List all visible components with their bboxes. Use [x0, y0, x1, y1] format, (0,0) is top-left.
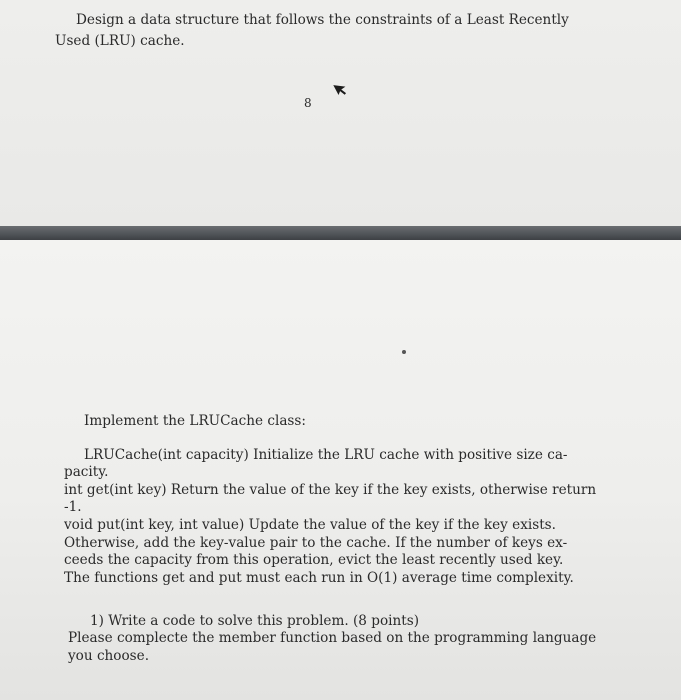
task-line-2: Please complecte the member function based on the programming language: [68, 630, 597, 646]
spec-line-3: int get(int key) Return the value of the key if the key exists, otherwise return: [64, 482, 597, 498]
mouse-pointer-icon: [333, 80, 349, 98]
spec-line-5: void put(int key, int value) Update the value of the key if the key exists.: [64, 517, 556, 533]
spec-line-4: -1.: [64, 499, 82, 515]
intro-line-2: Used (LRU) cache.: [55, 33, 185, 49]
spec-line-6: Otherwise, add the key-value pair to the cache. If the number of keys ex-: [64, 535, 568, 551]
speck-mark: [402, 350, 406, 354]
intro-line-1: Design a data structure that follows the constraints of a Least Recently: [76, 12, 569, 28]
page-number: 8: [304, 96, 312, 110]
spec-line-1: LRUCache(int capacity) Initialize the LRU cache with positive size ca-: [84, 447, 568, 463]
spec-line-2: pacity.: [64, 464, 109, 480]
spec-heading: Implement the LRUCache class:: [84, 413, 306, 429]
task-line-1: 1) Write a code to solve this problem. (8 points): [90, 613, 419, 629]
page-divider-bar: [0, 226, 681, 240]
spec-line-7: ceeds the capacity from this operation, evict the least recently used key.: [64, 552, 564, 568]
task-line-3: you choose.: [68, 648, 150, 664]
spec-line-8: The functions get and put must each run in O(1) average time complexity.: [64, 570, 574, 586]
